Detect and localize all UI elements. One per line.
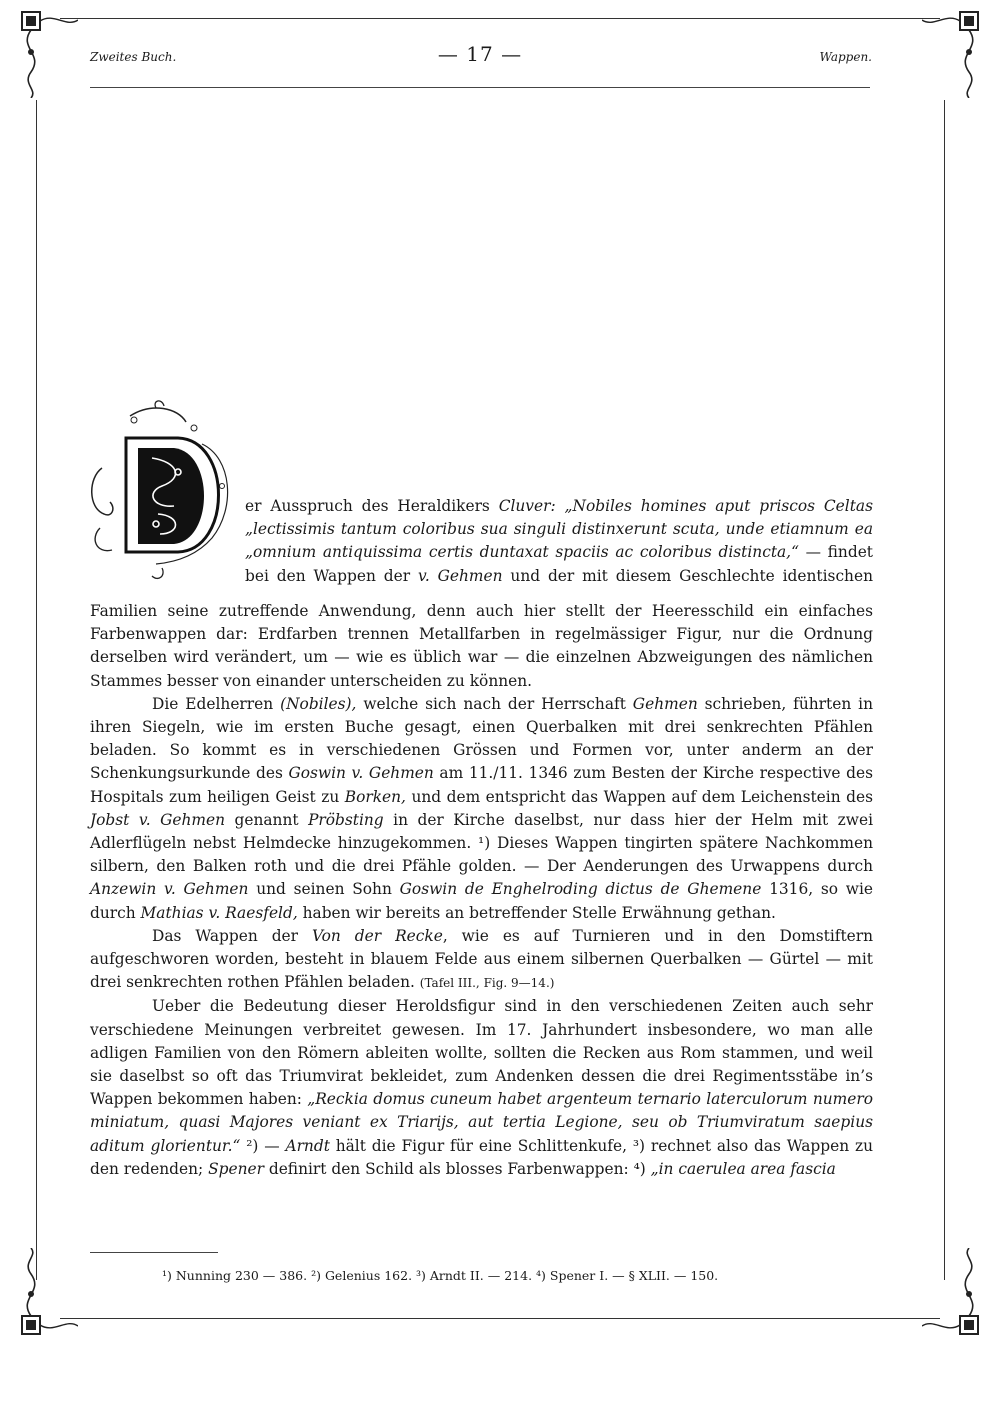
- frame-left-line: [36, 100, 37, 1280]
- text-run: Pröbsting: [308, 810, 384, 829]
- text-run: Jobst v. Gehmen: [90, 810, 226, 829]
- text-run: Borken,: [344, 787, 406, 806]
- text-run: Spener: [208, 1159, 264, 1178]
- footnote-rule: [90, 1252, 218, 1253]
- lead-lines: [245, 495, 873, 588]
- latin-quote-run: : „Nobiles homines aput priscos Celtas: [550, 497, 873, 515]
- text-run: welche sich nach der Herrschaft: [356, 694, 633, 713]
- header-rule: [90, 87, 870, 88]
- text-run: Ueber die Bedeutung dieser Heroldsfigur sind in den verschiedenen Zeiten auch sehr verschiedene Meinungen verbreitet gewesen. Im 17. Jahrhundert insbesondere, wo man alle adligen Familien von den Römern ableiten wollte, sollten die Recken aus Rom stammen, und weil sie daselbst so oft das Triumvirat bekleidet, zum Andenken dessen die drei Regimentsstäbe in’s Wappen bekommen haben:: [90, 997, 873, 1109]
- text-run: und seinen Sohn: [248, 880, 400, 899]
- ornament-corner-icon: [8, 1248, 78, 1338]
- text-run: (Tafel III., Fig. 9—14.): [419, 976, 555, 991]
- frame-top-line: [60, 18, 940, 19]
- text-run: Goswin v. Gehmen: [288, 764, 434, 783]
- text-run: , wie es auf Turnieren und in den Domstiftern aufgeschworen worden, besteht in blauem Felde aus einem silbernen Querbalken — Gürtel — mit drei senkrechten rothen Pfählen beladen.: [90, 926, 874, 992]
- text-run: Die Edelherren: [152, 694, 281, 713]
- text-run: — findet: [798, 543, 873, 562]
- text-run: Gehmen: [632, 694, 698, 713]
- text-run: schrieben, führten in ihren Siegeln, wie im ersten Buche gesagt, einen Querbalken mit drei senkrechten Pfählen beladen. So kommt es in verschiedenen Grössen und Formen vor, unter anderm an der Schenkungsurkunde des: [90, 694, 873, 783]
- footnotes: ¹) Nunning 230 — 386. ²) Gelenius 162. ³) Arndt II. — 214. ⁴) Spener I. — § XLII. — 150.: [162, 1268, 719, 1283]
- text-run: „Reckia domus cuneum habet argenteum ternario laterculorum numero miniatum, quasi Majores veniant ex Triarijs, aut tertia Legione, seu ob Triumviratum saepius aditum glorientur.“: [90, 1090, 873, 1155]
- text-run: Goswin de Enghelroding dictus de Ghemene: [399, 880, 762, 899]
- text-run: Anzewin v. Gehmen: [90, 880, 249, 899]
- text-run: und der mit diesem Geschlechte identischen: [502, 566, 873, 585]
- text-run: „in caerulea area fascia: [650, 1159, 836, 1178]
- text-run: am 11./11. 1346 zum Besten der Kirche respective des Hospitals zum heiligen Geist zu: [90, 764, 873, 806]
- text-run: Das Wappen der: [152, 926, 312, 945]
- running-head-left: Zweites Buch.: [90, 50, 177, 64]
- ornate-initial-d-icon: [82, 398, 242, 584]
- lead-line-4: [245, 565, 873, 588]
- text-run: Arndt: [285, 1136, 330, 1155]
- lead-line-2: „lectissimis tantum coloribus sua singuli distinxerunt scuta, unde etiamnum ea: [245, 520, 873, 539]
- paragraph-4: [90, 995, 873, 1181]
- running-head-right: Wappen.: [819, 50, 872, 64]
- frame-right-line: [944, 100, 945, 1280]
- text-run: bei den Wappen der: [245, 566, 418, 585]
- text-run: er Ausspruch des Heraldikers: [245, 497, 499, 515]
- latin-quote-run: „omnium antiquissima certis duntaxat spaciis ac coloribus distincta,“: [245, 543, 799, 562]
- author-name-cluver: Cluver: [498, 497, 551, 515]
- frame-bottom-line: [60, 1318, 940, 1319]
- text-run: hält die Figur für eine Schlittenkufe, ³) rechnet also das Wappen zu den redenden;: [90, 1136, 873, 1178]
- paragraph-2: [90, 693, 873, 925]
- paragraph-1-continuation: Familien seine zutreffende Anwendung, denn auch hier stellt der Heeresschild ein einfaches Farbenwappen dar: Erdfarben trennen Metallfarben in regelmässiger Figur, nur die Ordnung derselben wird verändert, um — wie es üblich war — die einzelnen Abzweigungen des nämlichen Stammes besser von einander unterscheiden zu können.: [90, 602, 873, 690]
- text-run: und dem entspricht das Wappen auf dem Leichenstein des: [405, 787, 873, 806]
- text-run: ²) —: [240, 1136, 286, 1155]
- text-run: (Nobiles),: [280, 694, 357, 713]
- ornament-corner-icon: [922, 1248, 992, 1338]
- lead-line-3: [245, 541, 873, 564]
- text-run: Von der Recke: [311, 926, 443, 945]
- text-run: genannt: [225, 810, 309, 829]
- body-text: [90, 600, 873, 1181]
- page-number: — 17 —: [437, 42, 523, 66]
- text-run: Mathias v. Raesfeld,: [140, 903, 298, 922]
- text-run: haben wir bereits an betreffender Stelle Erwähnung gethan.: [297, 903, 776, 922]
- family-name-gehmen: v. Gehmen: [417, 566, 503, 585]
- text-run: definirt den Schild als blosses Farbenwappen: ⁴): [263, 1159, 651, 1178]
- text-run: 1316, so wie durch: [90, 880, 873, 922]
- text-run: in der Kirche daselbst, nur dass hier der Helm mit zwei Adlerflügeln nebst Helmdecke hinzugekommen. ¹) Dieses Wappen tingirten spätere Nachkommen silbern, den Balken roth und die drei Pfähle golden. — Der Aenderungen des Urwappens durch: [90, 810, 873, 876]
- paragraph-3: [90, 925, 873, 996]
- lead-line-1: [245, 495, 873, 518]
